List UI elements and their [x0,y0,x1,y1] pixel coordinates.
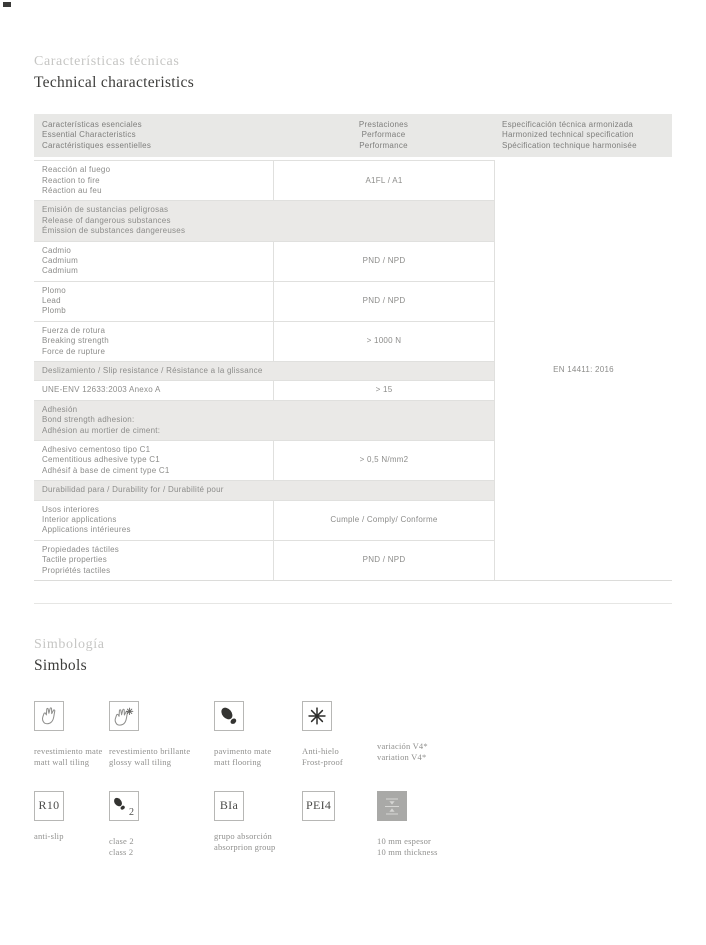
symbol-label-line: matt flooring [214,757,262,768]
harmonized-spec-column [494,160,672,580]
header-line: Prestaciones [358,120,409,129]
header-line: Essential Characteristics [42,130,136,140]
table-body-left [34,160,494,580]
section-line: Émission de substances dangereuses [42,226,186,236]
table-header-row [34,114,672,157]
symbol-label [34,746,109,769]
symbol-label [377,741,467,764]
header-line: Harmonized technical specification [502,130,634,140]
performance-value-cell: > 0,5 N/mm2 [273,441,494,480]
characteristic-line: Cementitious adhesive type C1 [42,455,160,465]
symbol-label-line: glossy wall tiling [109,757,172,768]
section-line: Adhesión [42,404,78,414]
characteristic-line: Réaction au feu [42,185,102,195]
symbol-class-2 [109,791,214,859]
characteristic-line: Interior applications [42,514,117,524]
header-line: Performance [359,140,408,150]
characteristic-line: Adhesivo cementoso tipo C1 [42,444,151,454]
characteristic-line: Reacción al fuego [42,165,111,175]
symbol-label-line: matt wall tiling [34,757,90,768]
symbol-label-line: variation V4* [377,752,427,763]
table-section-row [34,481,494,500]
symbol-label-line: pavimento mate [214,745,272,756]
table-row [34,161,494,201]
symbol-label-line: revestimiento brillante [109,745,191,756]
table-row [34,501,494,541]
performance-value-cell: PND / NPD [273,242,494,281]
characteristic-line: Tactile properties [42,555,107,565]
technical-characteristics-header [34,0,672,92]
symbol-frost-proof [302,701,377,769]
characteristic-cell [34,322,273,361]
table-section-row [34,201,494,241]
symbol-label-line: variación V4* [377,740,428,751]
symbol-label-line: 10 mm thickness [377,847,438,858]
section-line: Bond strength adhesion: [42,415,135,425]
section-line: Deslizamiento / Slip resistance / Résistance a la glissance [42,366,263,376]
symbol-label [377,836,467,859]
symbol-matt-wall-tiling [34,701,109,769]
class-2-icon [109,791,139,821]
symbol-absorption-group [214,791,302,854]
table-header-essential-characteristics [34,114,273,157]
characteristic-cell [34,501,273,540]
symbol-label [302,746,377,769]
header-line: Características esenciales [42,120,142,129]
hand-sparkle-icon [110,701,138,731]
table-row [34,282,494,322]
symbol-label-line: class 2 [109,847,134,858]
symbol-code-text: BIa [219,798,239,813]
symbol-thickness-10mm [377,791,467,859]
symbol-label-line: grupo absorción [214,830,273,841]
symbol-label [109,746,214,769]
characteristic-line: Reaction to fire [42,175,100,185]
section-line: Adhésion au mortier de ciment: [42,425,161,435]
characteristic-line: Applications intérieures [42,525,131,535]
characteristic-cell [34,381,273,399]
class-number-text: 2 [129,806,134,818]
variation-v4-icon [377,701,407,731]
symbol-glossy-wall-tiling [109,701,214,769]
performance-value-cell: PND / NPD [273,282,494,321]
section-line: Emisión de sustancias peligrosas [42,205,169,215]
symbol-matt-flooring [214,701,302,769]
characteristic-line: Propiedades táctiles [42,544,120,554]
characteristic-cell [34,161,273,200]
symbol-label [214,746,302,769]
table-body [34,160,672,581]
characteristic-line: Adhésif à base de ciment type C1 [42,465,170,475]
characteristic-line: Plomb [42,306,66,316]
table-header-harmonized-spec [494,114,672,157]
symbol-label-line: Anti-hielo [302,745,339,756]
symbol-label [214,831,302,854]
symbol-label [34,831,109,842]
thickness-icon [377,791,407,821]
characteristic-cell [34,541,273,580]
symbols-row-2 [34,791,672,859]
characteristic-line: Cadmio [42,245,72,255]
frost-proof-icon [302,701,332,731]
performance-value-cell: > 1000 N [273,322,494,361]
symbol-code-text: R10 [38,798,60,813]
characteristic-line: Plomo [42,285,66,295]
characteristic-line: Fuerza de rotura [42,325,106,335]
pei-4-icon [302,791,335,821]
section-title-es: Características técnicas [34,54,180,69]
header-line: Caractéristiques essentielles [42,140,152,150]
symbols-header [34,604,672,675]
symbols-row-1 [34,701,672,769]
header-line: Spécification technique harmonisée [502,140,637,150]
table-row [34,441,494,481]
section-line: Durabilidad para / Durability for / Durabilité pour [42,485,224,495]
anti-slip-icon [34,791,64,821]
symbol-label-line: 10 mm espesor [377,835,432,846]
hand-icon [35,701,63,731]
symbol-label-line: anti-slip [34,830,64,841]
table-section-row [34,362,494,381]
header-line: Especificación técnica armonizada [502,120,633,129]
characteristic-line: Force de rupture [42,346,106,356]
characteristic-line: Propriétés tactiles [42,565,111,575]
symbol-label [109,836,214,859]
header-line: Performace [361,130,406,140]
absorption-group-icon [214,791,244,821]
table-row [34,381,494,400]
performance-value-cell: Cumple / Comply/ Conforme [273,501,494,540]
table-header-performance [273,114,494,157]
characteristic-cell [34,441,273,480]
characteristic-line: Cadmium [42,266,78,276]
asterisk-icon [303,701,331,731]
symbols-title-en: Simbols [34,656,87,674]
characteristic-line: Lead [42,296,61,306]
characteristic-line: Usos interiores [42,504,100,514]
characteristic-line: Cadmium [42,255,78,265]
glossy-wall-tiling-icon [109,701,139,731]
characteristic-cell [34,282,273,321]
section-title-en: Technical characteristics [34,74,195,91]
technical-characteristics-table [34,114,672,581]
performance-value-cell: > 15 [273,381,494,399]
spec-value: EN 14411: 2016 [553,364,614,374]
symbol-variation-v4 [377,701,467,764]
page-corner-mark [3,2,11,7]
section-line: Release of dangerous substances [42,215,171,225]
performance-value-cell: PND / NPD [273,541,494,580]
symbol-label-line: absorprion group [214,842,276,853]
symbol-label-line: Frost-proof [302,757,343,768]
thickness-10mm-icon [377,791,407,821]
table-row [34,322,494,362]
table-row [34,242,494,282]
symbol-label-line: revestimiento mate [34,745,103,756]
characteristic-line: UNE-ENV 12633:2003 Anexo A [42,385,161,395]
table-row [34,541,494,580]
symbol-anti-slip [34,791,109,842]
symbol-label-line: clase 2 [109,835,134,846]
symbol-code-text: PEI4 [306,798,332,813]
characteristic-cell [34,242,273,281]
table-section-row [34,401,494,441]
footprint-icon [215,701,243,731]
matt-flooring-icon [214,701,244,731]
matt-wall-tiling-icon [34,701,64,731]
symbol-pei-4 [302,791,377,821]
performance-value-cell: A1FL / A1 [273,161,494,200]
characteristic-line: Breaking strength [42,336,109,346]
symbols-title-es: Simbología [34,636,105,652]
